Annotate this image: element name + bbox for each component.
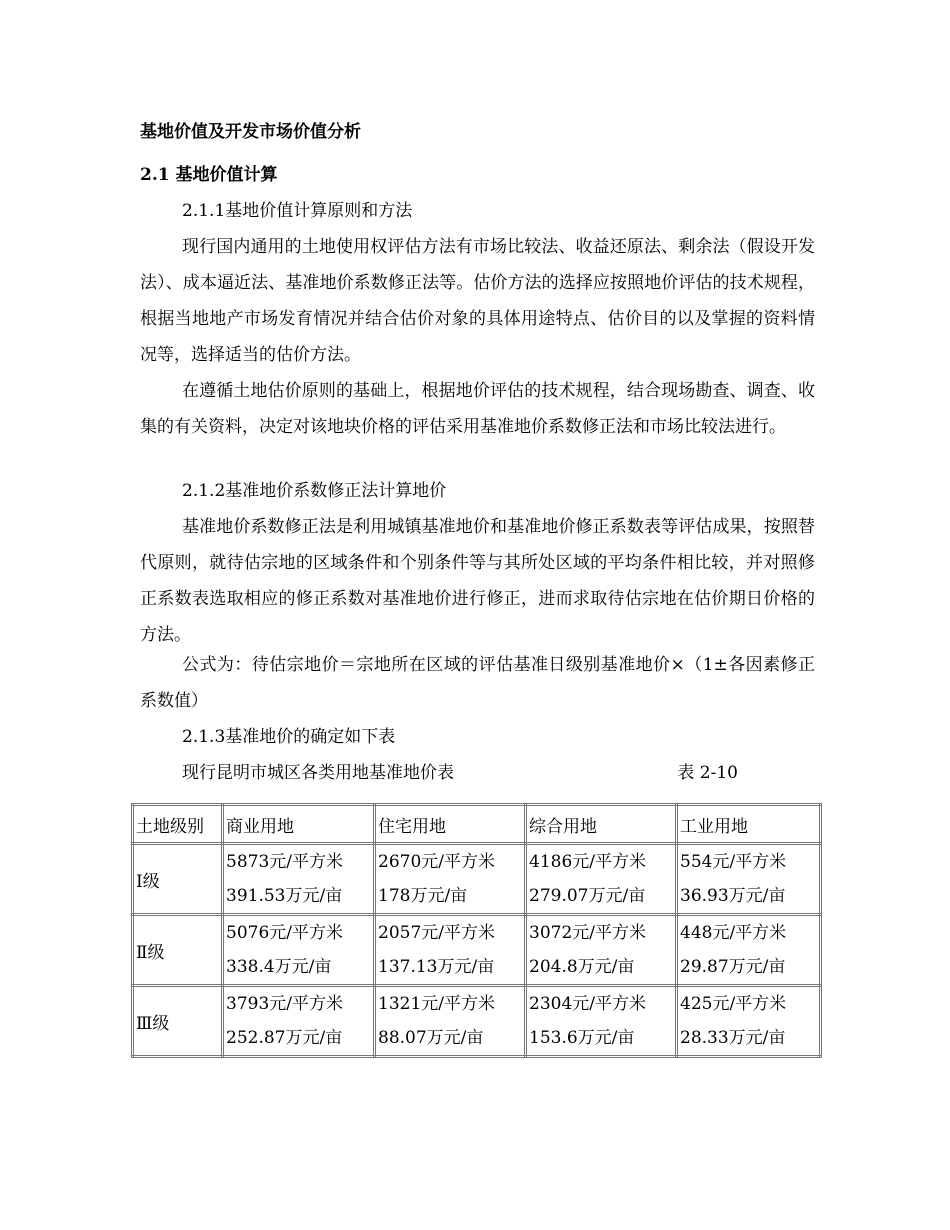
- price-cell: [677, 844, 821, 915]
- paragraph-principles: 在遵循土地估价原则的基础上，根据地价评估的技术规程，结合现场勘查、调查、收集的有关资料，决定对该地块价格的评估采用基准地价系数修正法和市场比较法进行。: [140, 381, 815, 437]
- table-caption: [182, 758, 742, 783]
- price-cell: [526, 986, 677, 1057]
- price-per-sqm: 448元/平方米: [680, 923, 787, 943]
- header-cell-mixed: 综合用地: [526, 805, 677, 844]
- price-per-mu: 29.87万元/亩: [680, 957, 786, 977]
- price-per-sqm: 425元/平方米: [680, 994, 787, 1014]
- price-per-sqm: 5873元/平方米: [226, 852, 343, 872]
- header-cell-commercial: 商业用地: [223, 805, 375, 844]
- table-caption-title: 现行昆明市城区各类用地基准地价表: [182, 763, 454, 783]
- price-per-mu: 338.4万元/亩: [226, 957, 332, 977]
- price-per-sqm: 1321元/平方米: [378, 994, 495, 1014]
- price-per-mu: 153.6万元/亩: [529, 1028, 635, 1048]
- subsection-title-2-1-2: 2.1.2基准地价系数修正法计算地价: [182, 481, 447, 501]
- price-per-mu: 279.07万元/亩: [529, 886, 646, 906]
- price-cell: [223, 915, 375, 986]
- subsection-title-2-1-1: 2.1.1基地价值计算原则和方法: [182, 201, 413, 221]
- price-per-sqm: 2304元/平方米: [529, 994, 646, 1014]
- price-per-mu: 88.07万元/亩: [378, 1028, 484, 1048]
- price-cell: [223, 986, 375, 1057]
- price-per-sqm: 3793元/平方米: [226, 994, 343, 1014]
- price-per-mu: 391.53万元/亩: [226, 886, 343, 906]
- level-cell: Ⅰ级: [133, 844, 223, 915]
- price-cell: [375, 844, 526, 915]
- price-cell: [526, 915, 677, 986]
- subsection-title-2-1-3: 2.1.3基准地价的确定如下表: [182, 727, 396, 747]
- table-row: [133, 986, 821, 1057]
- header-cell-industrial: 工业用地: [677, 805, 821, 844]
- price-per-mu: 137.13万元/亩: [378, 957, 495, 977]
- section-heading: 2.1 基地价值计算: [140, 165, 278, 185]
- price-cell: [375, 986, 526, 1057]
- price-per-sqm: 3072元/平方米: [529, 923, 646, 943]
- table-header-row: [133, 805, 821, 844]
- table-number: 表 2-10: [677, 763, 738, 783]
- header-cell-level: 土地级别: [133, 805, 223, 844]
- price-per-mu: 204.8万元/亩: [529, 957, 635, 977]
- table-row: [133, 844, 821, 915]
- price-per-mu: 36.93万元/亩: [680, 886, 786, 906]
- price-cell: [526, 844, 677, 915]
- paragraph-methods: 现行国内通用的土地使用权评估方法有市场比较法、收益还原法、剩余法（假设开发法）、成本逼近法、基准地价系数修正法等。估价方法的选择应按照地价评估的技术规程，根据当地地产市场发育情况并结合估价对象的具体用途特点、估价目的以及掌握的资料情况等，选择适当的估价方法。: [140, 237, 815, 365]
- document-heading: 基地价值及开发市场价值分析: [140, 122, 361, 142]
- price-per-sqm: 5076元/平方米: [226, 923, 343, 943]
- price-per-sqm: 2670元/平方米: [378, 852, 495, 872]
- price-per-mu: 252.87万元/亩: [226, 1028, 343, 1048]
- paragraph-coefficient-method: 基准地价系数修正法是利用城镇基准地价和基准地价修正系数表等评估成果，按照替代原则，就待估宗地的区域条件和个别条件等与其所处区域的平均条件相比较，并对照修正系数表选取相应的修正系数对基准地价进行修正，进而求取待估宗地在估价期日价格的方法。: [140, 517, 815, 645]
- price-cell: [375, 915, 526, 986]
- price-cell: [677, 986, 821, 1057]
- price-per-sqm: 2057元/平方米: [378, 923, 495, 943]
- price-per-sqm: 554元/平方米: [680, 852, 787, 872]
- table-row: [133, 915, 821, 986]
- price-cell: [677, 915, 821, 986]
- level-cell: Ⅱ级: [133, 915, 223, 986]
- price-per-sqm: 4186元/平方米: [529, 852, 646, 872]
- price-cell: [223, 844, 375, 915]
- paragraph-formula: 公式为：待估宗地价＝宗地所在区域的评估基准日级别基准地价×（1±各因素修正系数值）: [140, 655, 815, 711]
- price-per-mu: 28.33万元/亩: [680, 1028, 786, 1048]
- level-cell: Ⅲ级: [133, 986, 223, 1057]
- price-per-mu: 178万元/亩: [378, 886, 468, 906]
- land-price-table: [131, 803, 822, 1058]
- header-cell-residential: 住宅用地: [375, 805, 526, 844]
